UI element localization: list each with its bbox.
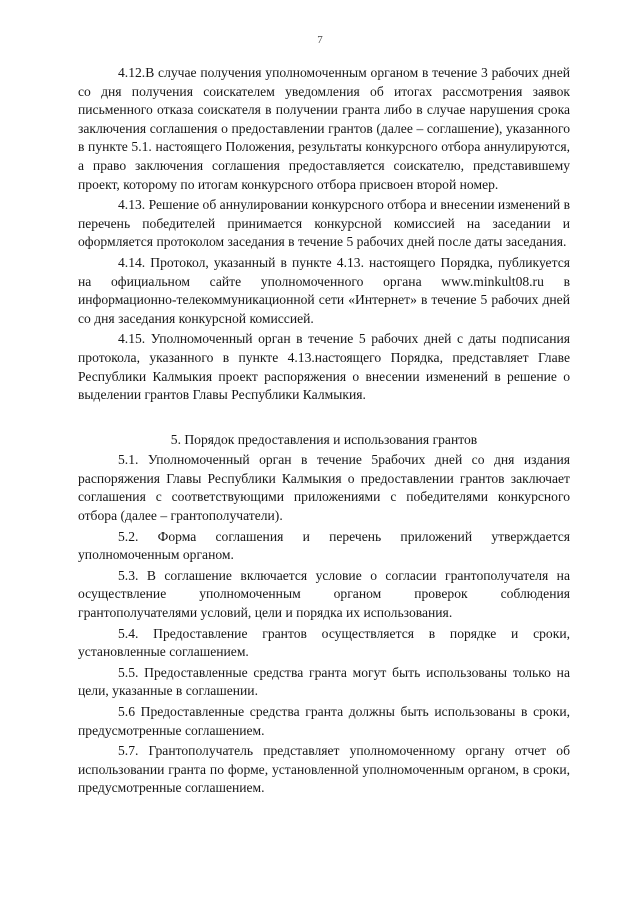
paragraph-5-2: 5.2. Форма соглашения и перечень приложений утверждается уполномоченным органом. xyxy=(78,528,570,563)
paragraph-5-3: 5.3. В соглашение включается условие о согласии грантополучателя на осуществление уполномоченным органом проверок соблюдения грантополучателями условий, цели и порядка их использования. xyxy=(78,567,570,621)
paragraph-5-7: 5.7. Грантополучатель представляет уполномоченному органу отчет об использовании гранта по форме, установленной уполномоченным органом, в сроки, предусмотренные соглашением. xyxy=(78,743,570,796)
section-5-title: 5. Порядок предоставления и использования грантов xyxy=(170,431,478,447)
document-body xyxy=(78,64,570,798)
paragraph-5-4: 5.4. Предоставление грантов осуществляется в порядке и сроки, установленные соглашением. xyxy=(78,625,570,660)
paragraph-4-14: 4.14. Протокол, указанный в пункте 4.13. настоящего Порядка, публикуется на официальном сайте уполномоченного органа www.minkult08.ru в информационно-телекоммуникационной сети «Интернет» в течение 5 рабочих дней со дня заседания конкурсной комиссией. xyxy=(78,254,570,326)
paragraph-5-6: 5.6 Предоставленные средства гранта должны быть использованы в сроки, предусмотренные соглашением. xyxy=(78,704,570,738)
paragraph-4-12: 4.12.В случае получения уполномоченным органом в течение 3 рабочих дней со дня получения соискателем уведомления об итогах рассмотрения заявок письменного отказа соискателя в получении гранта либо в случае нарушения срока заключения соглашения о предоставлении грантов (далее – соглашение), указанного в пункте 5.1. настоящего Положения, результаты конкурсного отбора аннулируются, а право заключения соглашения предоставляется соискателю, представившему проект, которому по итогам конкурсного отбора присвоен второй номер. xyxy=(78,65,570,192)
paragraph-5-1: 5.1. Уполномоченный орган в течение 5рабочих дней со дня издания распоряжения Главы Республики Калмыкия о предоставлении грантов заключает соглашения с соответствующими приложениями с победителями конкурсного отбора (далее – грантополучатели). xyxy=(78,452,570,524)
paragraph-4-13: 4.13. Решение об аннулировании конкурсного отбора и внесении изменений в перечень победителей принимается конкурсной комиссией на заседании и оформляется протоколом заседания в течение 5 рабочих дней после даты заседания. xyxy=(78,197,570,250)
paragraph-5-5: 5.5. Предоставленные средства гранта могут быть использованы только на цели, указанные в соглашении. xyxy=(78,664,570,699)
paragraph-4-15: 4.15. Уполномоченный орган в течение 5 рабочих дней с даты подписания протокола, указанного в пункте 4.13.настоящего Порядка, представляет Главе Республики Калмыкия проект распоряжения о внесении изменений в решение о выделении грантов Главы Республики Калмыкия. xyxy=(78,331,570,403)
page-number: 7 xyxy=(317,34,323,46)
